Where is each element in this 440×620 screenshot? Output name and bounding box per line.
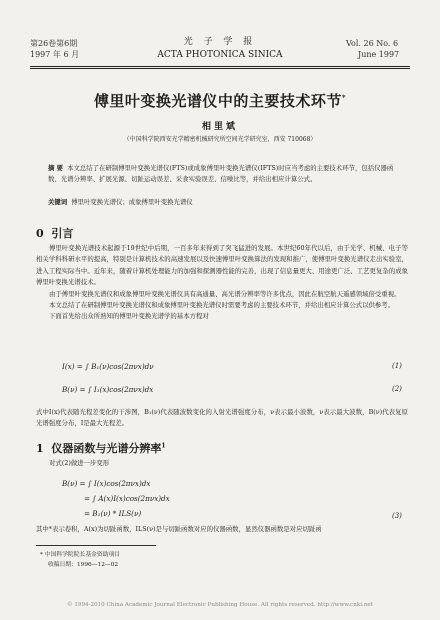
section-0-title: 引言 xyxy=(51,227,74,240)
eq1-lhs: I(x) = ∫ B₁(ν)cos(2πνx)dν xyxy=(62,362,154,371)
section-1-number: 1 xyxy=(36,442,44,455)
footnote-funding: * 中国科学院院长基金资助项目 xyxy=(40,552,121,558)
section-1-mark: 1 xyxy=(161,442,166,450)
footnote-received: 收稿日期：1996—12—02 xyxy=(48,562,119,568)
abstract xyxy=(48,163,394,185)
header-right xyxy=(346,38,399,60)
paper-title-text: 傅里叶变换光谱仪中的主要技术环节 xyxy=(93,92,342,110)
keywords xyxy=(48,197,394,208)
date-en: June 1997 xyxy=(358,50,400,59)
header-rule-2 xyxy=(30,68,410,69)
affiliation: （中国科学院西安光学精密机械研究所空间光学研究室，西安 710068） xyxy=(123,136,317,143)
section-1-heading xyxy=(36,440,166,456)
eq3-line-1: B(ν) = ∫ I(x)cos(2πνx)dx xyxy=(62,479,151,488)
abstract-label: 摘 要 xyxy=(48,164,64,172)
keywords-label: 关键词 xyxy=(48,198,68,206)
equation-3 xyxy=(62,476,408,521)
journal-name-cn: 光 子 学 报 xyxy=(183,37,257,47)
abstract-text: 本文总结了在研制傅里叶变换光谱仪(FTS)或成象傅里叶变换光谱仪(IFTS)时应当考虑的主要技术环节，包括仪器函数、光谱分辨率、扩展光源、切趾运动误差、采食实验误差、信噪比等，并给出相应计算公式。 xyxy=(48,164,394,183)
copyright-notice: © 1994-2010 China Academic Journal Electronic Publishing House. All rights reserved. http://www.cnki.net xyxy=(67,602,373,608)
paper-title xyxy=(40,90,400,111)
eq3-line-3: = B₁(ν) * ILS(ν) xyxy=(84,509,142,518)
eq1-number: (1) xyxy=(392,362,402,370)
equation-2 xyxy=(62,385,408,394)
section-1-text: 其中*表示卷积，A(x)为切趾函数，ILS(ν)是与切趾函数对应的仪器函数，显然仪器函数是对应切趾函 xyxy=(36,525,322,533)
intro-paragraph-3: 本文总结了在研制傅里叶变换光谱仪和成象傅里叶变换光谱仪时需要考虑的主要技术环节，并给出相应计算公式以供参考。 xyxy=(49,301,395,310)
intro-paragraph-2: 由于傅里叶变换光谱仪和成象傅里叶变换光谱仪具有高通量、高光谱分辨率等许多优点，因此在航空航天遥感领域倍受重视。 xyxy=(49,289,401,298)
title-footnote-mark: * xyxy=(341,93,347,102)
eq3-number: (3) xyxy=(392,512,402,520)
section-0-number: 0 xyxy=(36,227,44,240)
section-1-intro: 对式(2)做进一步变形 xyxy=(49,459,110,467)
author: 相里斌 xyxy=(201,122,238,132)
footnote-rule xyxy=(36,545,156,546)
intro-paragraph-1: 傅里叶变换光谱技术起源于19世纪中后期，一百多年来得到了突飞猛进的发展。本世纪60年代以后，由于光学、机械、电子等相关学科科研水平的提高，特别是计算机技术的高速发展以及快速傅里叶变换算法的发现和推广，使傅里叶变换光谱仪走出实验室，进入工程实际当中。近年来，随着计算机处理能力的加强和探测器性能的完善，出现了信息量更大、用途更广泛、工艺更复杂的成象傅里叶变换光谱技术。 xyxy=(36,244,408,287)
section-0-heading xyxy=(36,225,73,241)
intro-paragraph-4: 下面首先给出众所熟知的傅里叶变换光谱学的基本方程对 xyxy=(49,312,209,321)
footnote xyxy=(40,550,120,570)
section-1-title: 仪器函数与光谱分辨率 xyxy=(51,442,162,455)
header-left xyxy=(30,38,79,60)
issue-date: 1997 年 6 月 xyxy=(30,50,80,59)
eq2-lhs: B(ν) = ∫ I₁(x)cos(2πνx)dx xyxy=(62,385,154,394)
intro-body xyxy=(36,243,408,323)
header-center xyxy=(130,36,310,62)
eq3-line-2: = ∫ A(x)I(x)cos(2πνx)dx xyxy=(84,494,170,503)
header-rule xyxy=(30,66,410,67)
volume-no-en: Vol. 26 No. 6 xyxy=(346,39,399,48)
journal-name-en: ACTA PHOTONICA SINICA xyxy=(157,50,283,60)
equation-1 xyxy=(62,362,408,371)
volume-issue: 第26卷第6期 xyxy=(30,39,78,48)
eq2-number: (2) xyxy=(392,385,402,393)
equation-description: 式中I(x)代表随光程差变化的干涉图，B₁(ν)代表随波数变化的入射光谱强度分布，ν表示最小波数，ν表示最大波数，B(ν)代表复原光谱强度分布，I是最大光程差。 xyxy=(36,408,408,428)
keywords-text: 傅里叶变换光谱仪；成象傅里叶变换光谱仪 xyxy=(71,198,193,206)
